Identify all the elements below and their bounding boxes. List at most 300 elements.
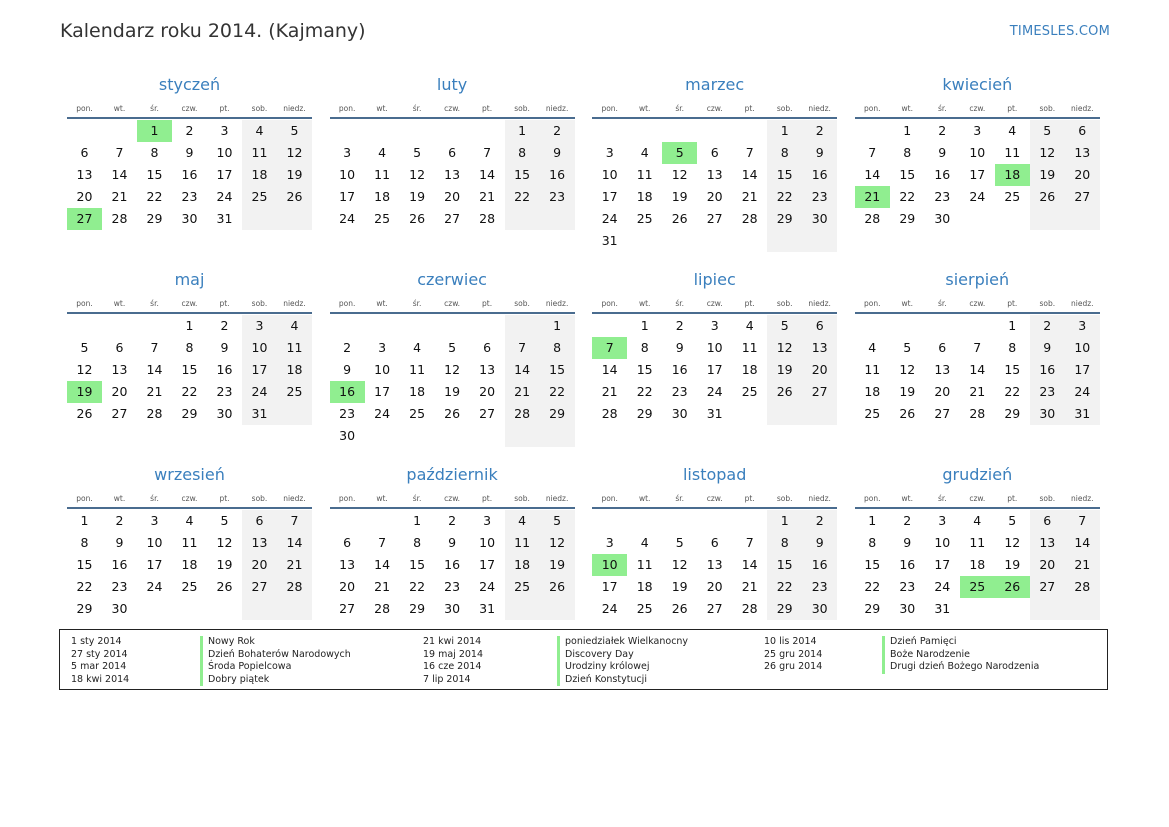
day-cell: 7 (1065, 510, 1100, 532)
empty-cell (767, 403, 802, 425)
day-cell: 20 (339, 579, 356, 594)
day-cell: 26 (444, 406, 461, 421)
weekday-label: śr. (150, 493, 159, 503)
day-cell: 15 (181, 362, 198, 377)
day-cell: 28 (479, 211, 496, 226)
day-cell: 24 (479, 579, 496, 594)
day-cell: 31 (706, 406, 723, 421)
day-cell: 15 (636, 362, 653, 377)
day-cell: 30 (899, 601, 916, 616)
empty-cell (400, 120, 435, 142)
month-5 (330, 268, 575, 451)
empty-cell (400, 315, 435, 337)
day-cell: 10 (1065, 337, 1100, 359)
day-cell: 13 (111, 362, 128, 377)
empty-cell (732, 230, 767, 252)
day-cell: 1 (505, 120, 540, 142)
day-cell: 11 (409, 362, 426, 377)
day-cell: 3 (378, 340, 387, 355)
month-name: czerwiec (417, 270, 487, 289)
day-cell: 22 (899, 189, 916, 204)
day-cell: 19 (767, 359, 802, 381)
day-cell: 24 (934, 579, 951, 594)
day-cell: 28 (505, 403, 540, 425)
empty-cell (960, 208, 995, 230)
weekday-label: sob. (514, 103, 530, 113)
day-cell: 27 (706, 211, 723, 226)
page-title: Kalendarz roku 2014. (Kajmany) (60, 20, 366, 42)
day-cell: 21 (969, 384, 986, 399)
weekday-label: pon. (76, 298, 93, 308)
day-cell: 13 (444, 167, 461, 182)
day-cell: 12 (409, 167, 426, 182)
weekday-label: czw. (444, 493, 461, 503)
day-cell: 22 (409, 579, 426, 594)
day-cell: 23 (540, 186, 575, 208)
empty-cell (627, 510, 662, 532)
day-cell: 21 (111, 189, 128, 204)
day-cell: 1 (903, 123, 912, 138)
day-cell: 3 (605, 145, 614, 160)
holiday-date: 25 gru 2014 (764, 648, 823, 660)
day-cell: 9 (802, 142, 837, 164)
day-cell: 23 (444, 579, 461, 594)
day-cell: 3 (483, 513, 492, 528)
day-cell: 17 (601, 579, 618, 594)
day-cell: 30 (111, 601, 128, 616)
day-cell: 16 (111, 557, 128, 572)
empty-cell (277, 598, 312, 620)
day-cell: 15 (76, 557, 93, 572)
holiday-date: 26 gru 2014 (764, 661, 823, 672)
days-grid (330, 509, 575, 620)
day-cell: 29 (181, 406, 198, 421)
day-cell: 9 (448, 535, 457, 550)
month-6 (592, 268, 837, 451)
day-cell: 2 (938, 123, 947, 138)
day-cell: 17 (969, 167, 986, 182)
day-cell: 1 (767, 120, 802, 142)
weekday-label: pon. (76, 493, 93, 503)
day-cell: 24 (601, 211, 618, 226)
days-grid (67, 314, 312, 425)
day-cell: 23 (216, 384, 233, 399)
day-cell: 10 (934, 535, 951, 550)
day-cell: 25 (864, 406, 881, 421)
weekday-label: śr. (412, 493, 422, 503)
empty-cell (505, 425, 540, 447)
day-cell: 6 (448, 145, 457, 160)
weekday-label: niedz. (545, 298, 569, 308)
day-cell: 18 (409, 384, 426, 399)
weekday-label: sob. (1039, 493, 1056, 503)
day-cell: 1 (413, 513, 422, 528)
day-cell: 28 (111, 211, 128, 226)
day-cell: 29 (540, 403, 575, 425)
weekday-label: śr. (937, 493, 947, 503)
day-cell: 24 (146, 579, 163, 594)
day-cell: 22 (864, 579, 881, 594)
day-cell: 28 (374, 601, 391, 616)
day-cell: 10 (969, 145, 986, 160)
day-cell: 18 (242, 164, 277, 186)
empty-cell (207, 598, 242, 620)
month-name: październik (406, 465, 498, 484)
empty-cell (505, 598, 540, 620)
day-cell: 25 (374, 211, 391, 226)
day-cell: 30 (216, 406, 233, 421)
day-cell: 2 (220, 318, 229, 333)
weekday-label: pon. (338, 298, 356, 308)
day-cell: 17 (242, 359, 277, 381)
day-cell: 18 (374, 189, 391, 204)
holiday-day-cell: 25 (960, 576, 995, 598)
day-cell: 2 (540, 120, 575, 142)
day-cell: 7 (745, 145, 754, 160)
day-cell: 2 (802, 510, 837, 532)
day-cell: 19 (671, 189, 688, 204)
site-link[interactable]: TIMESLES.COM (1009, 24, 1110, 39)
empty-cell (662, 120, 697, 142)
legend-dates-3 (764, 636, 822, 674)
empty-cell (855, 120, 890, 142)
month-1 (330, 73, 575, 256)
day-cell: 7 (483, 145, 492, 160)
day-cell: 11 (374, 167, 391, 182)
day-cell: 31 (934, 601, 951, 616)
weekday-label: wt. (376, 103, 388, 113)
weekday-label: pt. (744, 298, 755, 308)
weekday-header (855, 294, 1100, 314)
day-cell: 5 (675, 535, 684, 550)
weekday-label: śr. (937, 103, 947, 113)
day-cell: 3 (242, 315, 277, 337)
empty-cell (137, 598, 172, 620)
empty-cell (67, 120, 102, 142)
day-cell: 27 (1030, 576, 1065, 598)
weekday-label: sob. (251, 298, 268, 308)
day-cell: 22 (540, 381, 575, 403)
day-cell: 13 (1065, 142, 1100, 164)
day-cell: 11 (636, 557, 653, 572)
day-cell: 26 (671, 211, 688, 226)
day-cell: 25 (181, 579, 198, 594)
day-cell: 17 (934, 557, 951, 572)
day-cell: 24 (601, 601, 618, 616)
day-cell: 6 (710, 145, 719, 160)
day-cell: 24 (969, 189, 986, 204)
month-name: styczeń (158, 75, 221, 94)
day-cell: 21 (601, 384, 618, 399)
weekday-header (330, 294, 575, 314)
weekday-label: czw. (706, 103, 723, 113)
day-cell: 14 (864, 167, 881, 182)
day-cell: 17 (216, 167, 233, 182)
holiday-day-cell: 10 (592, 554, 627, 576)
day-cell: 30 (671, 406, 688, 421)
weekday-label: czw. (706, 298, 723, 308)
holiday-day-cell: 5 (662, 142, 697, 164)
day-cell: 1 (868, 513, 877, 528)
day-cell: 2 (1030, 315, 1065, 337)
holiday-name: Dzień Konstytucji (557, 674, 688, 687)
empty-cell (960, 315, 995, 337)
day-cell: 26 (76, 406, 93, 421)
holiday-name: Urodziny królowej (557, 661, 688, 674)
day-cell: 25 (409, 406, 426, 421)
day-cell: 14 (969, 362, 986, 377)
day-cell: 21 (277, 554, 312, 576)
empty-cell (137, 315, 172, 337)
holiday-day-cell: 16 (330, 381, 365, 403)
empty-cell (890, 315, 925, 337)
weekday-header (67, 294, 312, 314)
day-cell: 1 (540, 315, 575, 337)
day-cell: 3 (938, 513, 947, 528)
day-cell: 13 (706, 557, 723, 572)
weekday-label: niedz. (283, 103, 306, 113)
day-cell: 18 (969, 557, 986, 572)
day-cell: 27 (111, 406, 128, 421)
holiday-name: Dzień Bohaterów Narodowych (200, 649, 351, 662)
day-cell: 12 (1004, 535, 1021, 550)
day-cell: 13 (479, 362, 496, 377)
day-cell: 23 (111, 579, 128, 594)
day-cell: 28 (741, 601, 758, 616)
day-cell: 18 (864, 384, 881, 399)
day-cell: 10 (706, 340, 723, 355)
empty-cell (505, 208, 540, 230)
day-cell: 10 (601, 167, 618, 182)
days-grid (330, 119, 575, 230)
day-cell: 23 (181, 189, 198, 204)
day-cell: 31 (1065, 403, 1100, 425)
day-cell: 8 (903, 145, 912, 160)
weekday-label: wt. (901, 493, 914, 503)
day-cell: 16 (444, 557, 461, 572)
weekday-header (330, 489, 575, 509)
weekday-label: czw. (444, 103, 461, 113)
weekday-label: czw. (181, 103, 198, 113)
day-cell: 3 (710, 318, 719, 333)
day-cell: 29 (767, 598, 802, 620)
month-4 (67, 268, 312, 451)
day-cell: 4 (378, 145, 387, 160)
empty-cell (435, 425, 470, 447)
day-cell: 8 (1008, 340, 1017, 355)
month-name: grudzień (942, 465, 1013, 484)
day-cell: 6 (242, 510, 277, 532)
day-cell: 11 (505, 532, 540, 554)
day-cell: 6 (115, 340, 124, 355)
holiday-name: Środa Popielcowa (200, 661, 351, 674)
empty-cell (697, 230, 732, 252)
day-cell: 21 (146, 384, 163, 399)
days-grid (330, 314, 575, 447)
holiday-name: Dzień Pamięci (882, 636, 1039, 649)
day-cell: 8 (540, 337, 575, 359)
day-cell: 22 (181, 384, 198, 399)
day-cell: 28 (741, 211, 758, 226)
weekday-label: śr. (675, 103, 685, 113)
day-cell: 4 (640, 535, 649, 550)
day-cell: 13 (1030, 532, 1065, 554)
month-8 (67, 463, 312, 646)
day-cell: 11 (242, 142, 277, 164)
weekday-header (592, 489, 837, 509)
days-grid (855, 509, 1100, 620)
weekday-label: pt. (219, 298, 230, 308)
weekday-label: czw. (181, 298, 198, 308)
weekday-label: czw. (969, 298, 986, 308)
day-cell: 8 (80, 535, 89, 550)
day-cell: 11 (181, 535, 198, 550)
month-10 (592, 463, 837, 646)
empty-cell (330, 510, 365, 532)
weekday-label: pt. (1007, 493, 1018, 503)
day-cell: 17 (601, 189, 618, 204)
day-cell: 16 (1030, 359, 1065, 381)
weekday-label: pt. (482, 103, 493, 113)
day-cell: 8 (505, 142, 540, 164)
day-cell: 6 (938, 340, 947, 355)
day-cell: 9 (938, 145, 947, 160)
day-cell: 2 (115, 513, 124, 528)
day-cell: 3 (150, 513, 159, 528)
day-cell: 13 (76, 167, 93, 182)
day-cell: 27 (339, 601, 356, 616)
day-cell: 5 (1030, 120, 1065, 142)
day-cell: 8 (767, 142, 802, 164)
day-cell: 7 (150, 340, 159, 355)
day-cell: 21 (479, 189, 496, 204)
weekday-label: śr. (937, 298, 947, 308)
empty-cell (277, 403, 312, 425)
day-cell: 17 (479, 557, 496, 572)
day-cell: 9 (220, 340, 229, 355)
day-cell: 15 (767, 554, 802, 576)
day-cell: 30 (802, 598, 837, 620)
day-cell: 29 (899, 211, 916, 226)
day-cell: 3 (343, 145, 352, 160)
day-cell: 1 (640, 318, 649, 333)
day-cell: 17 (339, 189, 356, 204)
weekday-label: śr. (412, 103, 422, 113)
day-cell: 16 (802, 554, 837, 576)
day-cell: 6 (343, 535, 352, 550)
day-cell: 16 (671, 362, 688, 377)
day-cell: 10 (339, 167, 356, 182)
day-cell: 16 (181, 167, 198, 182)
day-cell: 16 (899, 557, 916, 572)
weekday-label: wt. (113, 103, 126, 113)
legend-names-1 (200, 636, 351, 686)
day-cell: 4 (185, 513, 194, 528)
day-cell: 22 (146, 189, 163, 204)
month-name: kwiecień (942, 75, 1013, 94)
day-cell: 24 (339, 211, 356, 226)
day-cell: 9 (802, 532, 837, 554)
day-cell: 20 (76, 189, 93, 204)
day-cell: 11 (1004, 145, 1021, 160)
day-cell: 23 (1030, 381, 1065, 403)
weekday-header (855, 489, 1100, 509)
weekday-label: wt. (376, 493, 388, 503)
day-cell: 9 (185, 145, 194, 160)
weekday-label: niedz. (283, 298, 306, 308)
weekday-header (67, 99, 312, 119)
empty-cell (365, 425, 400, 447)
day-cell: 30 (444, 601, 461, 616)
empty-cell (242, 598, 277, 620)
day-cell: 18 (277, 359, 312, 381)
day-cell: 8 (868, 535, 877, 550)
day-cell: 12 (277, 142, 312, 164)
day-cell: 4 (745, 318, 754, 333)
weekday-label: czw. (706, 493, 723, 503)
day-cell: 9 (1030, 337, 1065, 359)
day-cell: 10 (216, 145, 233, 160)
day-cell: 18 (181, 557, 198, 572)
weekday-label: niedz. (545, 493, 569, 503)
empty-cell (540, 208, 575, 230)
empty-cell (592, 510, 627, 532)
empty-cell (960, 598, 995, 620)
weekday-label: śr. (150, 298, 159, 308)
day-cell: 5 (80, 340, 89, 355)
day-cell: 11 (864, 362, 881, 377)
day-cell: 9 (540, 142, 575, 164)
day-cell: 11 (741, 340, 758, 355)
day-cell: 29 (146, 211, 163, 226)
day-cell: 3 (220, 123, 229, 138)
weekday-label: wt. (901, 103, 914, 113)
day-cell: 22 (505, 186, 540, 208)
holiday-date: 10 lis 2014 (764, 636, 817, 647)
day-cell: 9 (675, 340, 684, 355)
weekday-label: wt. (638, 103, 651, 113)
weekday-label: pt. (1007, 298, 1018, 308)
day-cell: 19 (899, 384, 916, 399)
day-cell: 23 (934, 189, 951, 204)
weekday-label: niedz. (545, 103, 569, 113)
holiday-name: Dobry piątek (200, 674, 351, 687)
day-cell: 22 (767, 186, 802, 208)
empty-cell (925, 315, 960, 337)
day-cell: 1 (80, 513, 89, 528)
day-cell: 14 (479, 167, 496, 182)
day-cell: 14 (601, 362, 618, 377)
day-cell: 7 (115, 145, 124, 160)
empty-cell (995, 598, 1030, 620)
day-cell: 2 (343, 340, 352, 355)
weekday-label: niedz. (1071, 103, 1094, 113)
holiday-day-cell: 18 (995, 164, 1030, 186)
empty-cell (365, 120, 400, 142)
day-cell: 2 (903, 513, 912, 528)
day-cell: 27 (242, 576, 277, 598)
day-cell: 6 (710, 535, 719, 550)
weekday-label: sob. (776, 493, 793, 503)
day-cell: 17 (706, 362, 723, 377)
day-cell: 25 (636, 601, 653, 616)
empty-cell (330, 120, 365, 142)
day-cell: 12 (671, 167, 688, 182)
day-cell: 30 (181, 211, 198, 226)
day-cell: 23 (899, 579, 916, 594)
empty-cell (1030, 598, 1065, 620)
calendar-grid (67, 73, 1103, 646)
